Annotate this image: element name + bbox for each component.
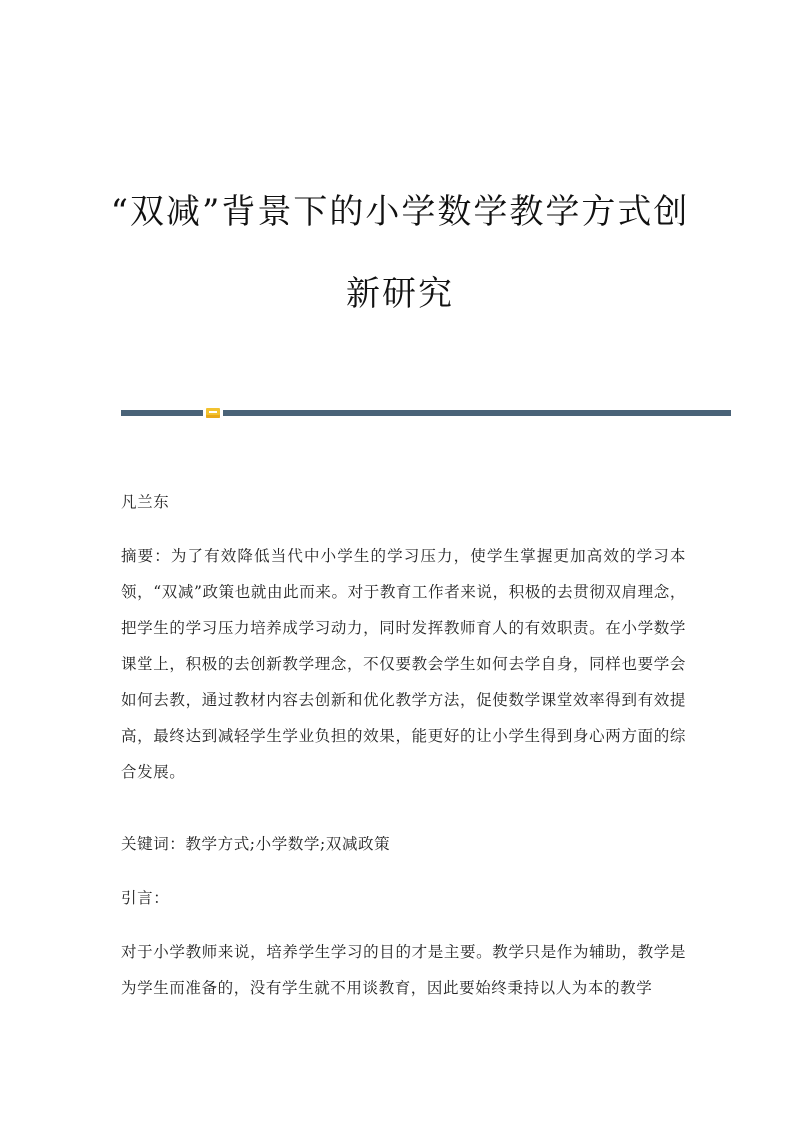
- document-folder-icon: [206, 408, 220, 418]
- divider-bar-left: [121, 410, 203, 416]
- keywords-line: 关键词：教学方式;小学数学;双减政策: [121, 835, 391, 853]
- page-title-line-2: 新研究: [346, 274, 454, 314]
- introduction-paragraph: 对于小学教师来说，培养学生学习的目的才是主要。教学只是作为辅助，教学是为学生而准备的，没有学生就不用谈教育，因此要始终秉持以人为本的教学: [121, 943, 686, 997]
- author-name: 凡兰东: [121, 493, 170, 511]
- page-title-line-1: “双减”背景下的小学数学教学方式创: [110, 192, 690, 232]
- title-divider: [121, 408, 731, 418]
- divider-bar-right: [223, 410, 731, 416]
- introduction-heading: 引言：: [121, 889, 170, 907]
- abstract-paragraph: 摘要：为了有效降低当代中小学生的学习压力，使学生掌握更加高效的学习本领，“双减”政策也就由此而来。对于教育工作者来说，积极的去贯彻双肩理念，把学生的学习压力培养成学习动力，同时发挥教师育人的有效职责。在小学数学课堂上，积极的去创新教学理念，不仅要教会学生如何去学自身，同样也要学会如何去教，通过教材内容去创新和优化教学方法，促使数学课堂效率得到有效提高，最终达到减轻学生学业负担的效果，能更好的让小学生得到身心两方面的综合发展。: [121, 547, 686, 781]
